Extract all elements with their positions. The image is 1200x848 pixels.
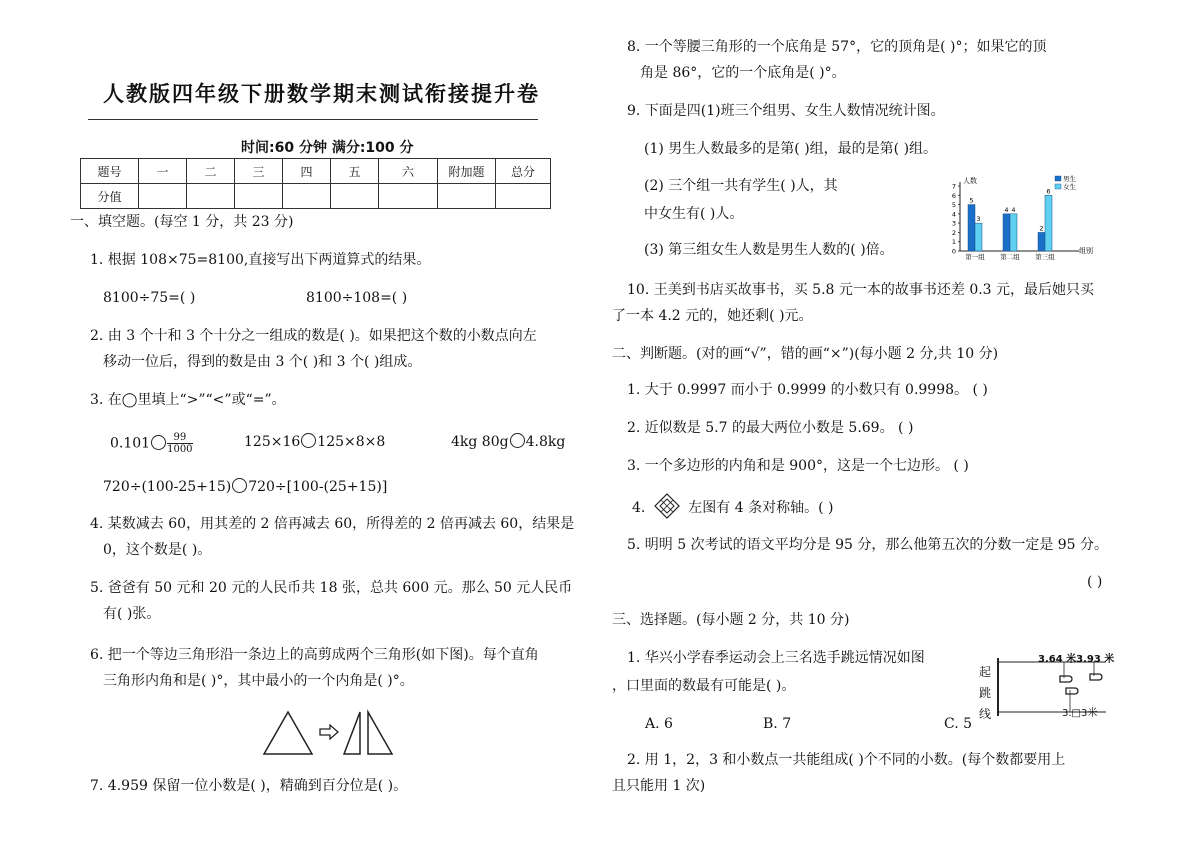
compare-left: 720÷(100-25+15)	[103, 479, 232, 495]
table-cell: 一	[139, 159, 187, 184]
section-heading: 三、选择题。(每小题 2 分，共 10 分)	[612, 612, 850, 628]
fraction-denominator: 1000	[167, 444, 193, 455]
table-cell: 二	[187, 159, 235, 184]
chart-bar	[1038, 232, 1045, 251]
chart-y-tick-label: 5	[951, 201, 956, 210]
compare-item	[244, 432, 385, 452]
compare-right: 4.8kg	[525, 434, 566, 450]
score-input-cell[interactable]	[139, 184, 187, 209]
chart-y-tick-label: 4	[951, 210, 956, 219]
question-text: 1. 华兴小学春季运动会上三名选手跳远情况如图	[627, 650, 925, 666]
triangle-cut-figure	[260, 708, 405, 758]
question-text: 2. 用 1，2，3 和小数点一共能组成( )个不同的小数。(每个数都要用上	[627, 752, 1066, 768]
section-heading: 一、填空题。(每空 1 分，共 23 分)	[70, 214, 294, 230]
chart-y-tick-label: 7	[951, 182, 956, 191]
chart-y-tick-label: 6	[951, 191, 956, 200]
question-text: 10. 王美到书店买故事书，买 5.8 元一本的故事书还差 0.3 元，最后她只买	[627, 282, 1095, 298]
question-text: 5. 爸爸有 50 元和 20 元的人民币共 18 张，总共 600 元。那么 50 元人民币	[90, 580, 573, 596]
chart-data-label: 4	[1011, 205, 1016, 214]
question-text: 角是 86°，它的一个底角是( )°。	[640, 65, 846, 81]
score-table-header-row	[81, 159, 551, 184]
question-text: 8. 一个等腰三角形的一个底角是 57°，它的顶角是( )°；如果它的顶	[627, 39, 1047, 55]
chart-category-label: 第二组	[1000, 253, 1020, 261]
chart-x-label: 组别	[1079, 247, 1093, 255]
question-text: 左图有 4 条对称轴。( )	[688, 500, 834, 516]
question-text: 2. 近似数是 5.7 的最大两位小数是 5.69。 ( )	[627, 420, 914, 436]
score-input-cell[interactable]	[235, 184, 283, 209]
chart-y-label: 人数	[963, 177, 977, 185]
chart-bar	[1045, 195, 1052, 251]
question-text: 中女生有( )人。	[644, 206, 744, 222]
time-info: 时间:60 分钟 满分:100 分	[241, 140, 414, 156]
question-text: 9. 下面是四(1)班三个组男、女生人数情况统计图。	[627, 103, 945, 119]
question-text: 0，这个数是( )。	[103, 542, 212, 558]
score-table-value-row	[81, 184, 551, 209]
question-text: 有( )张。	[103, 606, 161, 622]
chart-data-label: 6	[1046, 187, 1051, 196]
compare-circle[interactable]	[510, 433, 525, 448]
jump-side-label	[979, 662, 991, 725]
question-text	[632, 493, 833, 519]
question-text: 3. 一个多边形的内角和是 900°，这是一个七边形。 ( )	[627, 458, 969, 474]
page-title: 人教版四年级下册数学期末测试衔接提升卷	[103, 82, 540, 106]
option-b[interactable]: B. 7	[763, 716, 792, 732]
footprint-icon	[1090, 674, 1102, 680]
chart-data-label: 4	[1004, 205, 1009, 214]
jump-side-char: 线	[979, 707, 992, 721]
chart-bar	[1003, 214, 1010, 251]
table-cell: 五	[331, 159, 379, 184]
arrow-icon	[320, 725, 338, 739]
compare-circle[interactable]	[301, 433, 316, 448]
footprint-icon	[1066, 688, 1078, 694]
table-cell: 三	[235, 159, 283, 184]
table-cell: 六	[379, 159, 438, 184]
chart-data-label: 5	[969, 196, 974, 205]
chart-data-label: 2	[1039, 224, 1044, 233]
question-text: 1. 根据 108×75=8100,直接写出下两道算式的结果。	[90, 252, 431, 268]
option-c[interactable]: C. 5	[944, 716, 973, 732]
right-triangle-left	[344, 712, 360, 754]
score-input-cell[interactable]	[283, 184, 331, 209]
chart-y-tick-label: 0	[951, 247, 956, 256]
chart-y-tick-label: 2	[951, 228, 956, 237]
question-text: (2) 三个组一共有学生( )人，其	[644, 178, 838, 194]
question-text: 了一本 4.2 元的，她还剩( )元。	[612, 308, 813, 324]
footprint-icon	[1060, 676, 1072, 682]
jump-distance-bottom: 3.□3米	[1062, 708, 1098, 719]
chart-bar	[968, 205, 975, 251]
question-text: 4. 某数减去 60，用其差的 2 倍再减去 60，所得差的 2 倍再减去 60，结果是	[90, 516, 575, 532]
symmetry-figure-icon	[654, 493, 680, 519]
equilateral-triangle	[264, 712, 312, 754]
table-cell: 分值	[81, 184, 139, 209]
score-input-cell[interactable]	[187, 184, 235, 209]
chart-category-label: 第一组	[965, 253, 985, 261]
question-text: 3. 在◯里填上“>”“<”或“=”。	[90, 392, 286, 408]
fraction-numerator: 99	[167, 432, 192, 444]
compare-left: 125×16	[244, 434, 301, 450]
compare-left: 0.101	[110, 435, 151, 452]
chart-legend-label: 女生	[1063, 183, 1076, 191]
option-a[interactable]: A. 6	[645, 716, 673, 732]
chart-legend-swatch	[1055, 184, 1061, 189]
question-number: 4.	[632, 500, 646, 516]
jump-side-char: 跳	[979, 686, 992, 700]
section-heading: 二、判断题。(对的画“√”，错的画“×”)(每小题 2 分,共 10 分)	[612, 346, 999, 362]
chart-legend-swatch	[1055, 176, 1061, 181]
question-text: 5. 明明 5 次考试的语文平均分是 95 分，那么他第五次的分数一定是 95 分。	[627, 537, 1109, 553]
question-text: 移动一位后，得到的数是由 3 个( )和 3 个( )组成。	[103, 354, 422, 370]
chart-bar	[975, 223, 982, 251]
question-text: 7. 4.959 保留一位小数是( )，精确到百分位是( )。	[90, 778, 408, 794]
question-text: 8100÷108=( )	[306, 290, 408, 306]
compare-circle[interactable]	[151, 435, 166, 450]
compare-item	[103, 477, 387, 497]
chart-y-tick-label: 3	[951, 219, 956, 228]
question-text: ，口里面的数最有可能是( )。	[612, 678, 796, 694]
question-text: (3) 第三组女生人数是男生人数的( )倍。	[644, 242, 894, 258]
answer-paren[interactable]: ( )	[1087, 574, 1103, 590]
chart-data-label: 3	[976, 215, 981, 224]
right-triangle-right	[368, 712, 392, 754]
compare-left: 4kg 80g	[451, 434, 509, 450]
chart-legend-label: 男生	[1063, 175, 1076, 183]
score-input-cell[interactable]	[438, 184, 496, 209]
title-underline	[88, 119, 538, 120]
compare-circle[interactable]	[232, 478, 247, 493]
compare-right: 720÷[100-(25+15)]	[248, 479, 388, 495]
bar-chart	[945, 172, 1095, 262]
question-text: 1. 大于 0.9997 而小于 0.9999 的小数只有 0.9998。 ( )	[627, 382, 988, 398]
table-cell: 四	[283, 159, 331, 184]
compare-item	[451, 432, 565, 452]
score-input-cell[interactable]	[496, 184, 551, 209]
question-text: (1) 男生人数最多的是第( )组，最的是第( )组。	[644, 141, 938, 157]
question-text: 2. 由 3 个十和 3 个十分之一组成的数是( )。如果把这个数的小数点向左	[90, 328, 537, 344]
question-text: 三角形内角和是( )°，其中最小的一个内角是( )°。	[103, 673, 414, 689]
jump-distance-top: 3.64 米3.93 米	[1038, 654, 1115, 665]
jump-side-char: 起	[979, 665, 992, 679]
table-cell: 总分	[496, 159, 551, 184]
chart-y-tick-label: 1	[951, 238, 956, 247]
table-cell: 题号	[81, 159, 139, 184]
table-cell: 附加题	[438, 159, 496, 184]
question-text: 8100÷75=( )	[103, 290, 196, 306]
chart-bar	[1010, 214, 1017, 251]
score-input-cell[interactable]	[379, 184, 438, 209]
question-text: 6. 把一个等边三角形沿一条边上的高剪成两个三角形(如下图)。每个直角	[90, 647, 539, 663]
score-input-cell[interactable]	[331, 184, 379, 209]
score-table	[80, 158, 551, 209]
compare-right: 125×8×8	[317, 434, 386, 450]
fraction	[167, 432, 192, 455]
compare-item	[110, 432, 193, 455]
chart-category-label: 第三组	[1035, 253, 1055, 261]
question-text: 且只能用 1 次)	[612, 778, 706, 794]
